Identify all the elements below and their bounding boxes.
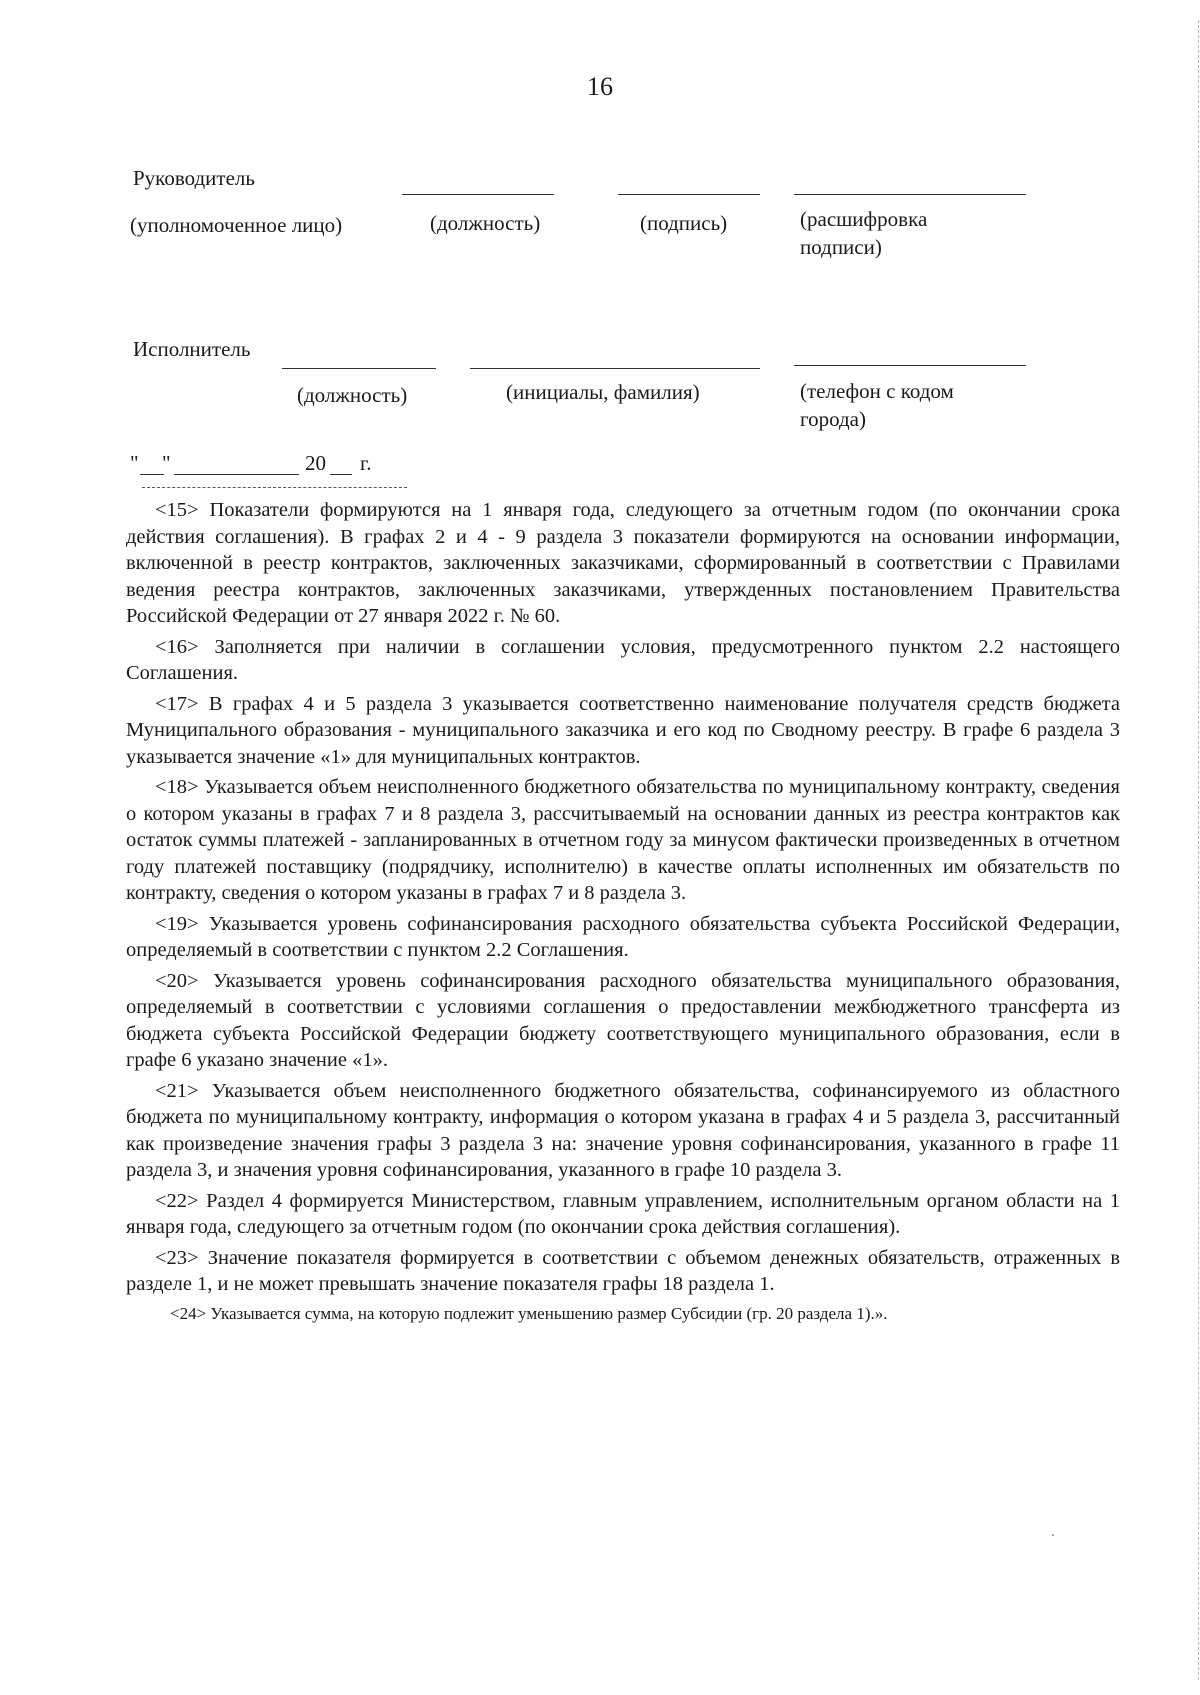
footnote-18: <18> Указывается объем неисполненного бюджетного обязательства по муниципальному контракту, сведения о котором указаны в графах 7 и 8 раздела 3, рассчитываемый на основании данных из реестра контрактов как остаток суммы платежей - запланированных в отчетном году за минусом фактически произведенных в отчетном году платежей поставщику (подрядчику, исполнителю) в качестве оплаты исполненных им обязательств по контракту, сведения о котором указаны в графах 7 и 8 раздела 3. (126, 776, 1120, 904)
head-signature-line (618, 194, 760, 195)
footnote-21: <21> Указывается объем неисполненного бюджетного обязательства, софинансируемого из областного бюджета по муниципальному контракту, информация о котором указана в графах 4 и 5 раздела 3, рассчитанный как произведение значения графы 3 раздела 3 на: значение уровня софинансирования, указанного в графе 11 раздела 3, и значения уровня софинансирования, указанного в графе 10 раздела 3. (126, 1079, 1120, 1181)
footnote-22: <22> Раздел 4 формируется Министерством, главным управлением, исполнительным органом области на 1 января года, следующего за отчетным годом (по окончании срока действия соглашения). (126, 1189, 1120, 1238)
date-day-line (140, 474, 164, 475)
footnotes (126, 497, 1120, 1330)
head-position-caption: (должность) (430, 211, 541, 235)
footnote-20: <20> Указывается уровень софинансирования расходного обязательства муниципального образования, определяемый в соответствии с условиями соглашения о предоставлении межбюджетного трансферта из бюджета субъекта Российской Федерации бюджету соответствующего муниципального образования, если в графе 6 указано значение «1». (126, 969, 1120, 1071)
executor-name-caption: (инициалы, фамилия) (506, 380, 700, 404)
executor-phone-caption: (телефон с кодом города) (800, 379, 954, 431)
head-position-line (402, 194, 554, 195)
date-year-line (330, 474, 352, 475)
executor-name-line (470, 368, 760, 369)
footnote-24: <24> Указывается сумма, на которую подлежит уменьшению размер Субсидии (гр. 20 раздела 1).». (170, 1303, 888, 1323)
date-quote-close: " (162, 451, 171, 475)
executor-position-caption: (должность) (297, 383, 408, 407)
executor-phone-line (794, 365, 1026, 366)
head-signature-caption: (подпись) (640, 211, 728, 235)
footnote-16: <16> Заполняется при наличии в соглашении условия, предусмотренного пунктом 2.2 настоящего Соглашения. (126, 635, 1120, 684)
footnote-17: <17> В графах 4 и 5 раздела 3 указывается соответственно наименование получателя средств бюджета Муниципального образования - муниципального заказчика и его код по Сводному реестру. В графе 6 раздела 3 указывается значение «1» для муниципальных контрактов. (126, 692, 1120, 768)
date-year-prefix: 20 (305, 451, 326, 475)
date-year-suffix: г. (360, 451, 372, 475)
footnote-23: <23> Значение показателя формируется в соответствии с объемом денежных обязательств, отраженных в разделе 1, и не может превышать значение показателя графы 18 раздела 1. (126, 1246, 1120, 1295)
date-month-line (174, 474, 299, 475)
date-quote-open: " (130, 451, 139, 475)
page-number: 16 (587, 72, 613, 101)
scan-margin-edge (1198, 20, 1199, 1680)
footnote-15: <15> Показатели формируются на 1 января года, следующего за отчетным годом (по окончании срока действия соглашения). В графах 2 и 4 - 9 раздела 3 показатели формируются на основании информации, включенной в реестр контрактов, заключенных заказчиками, сформированный в соответствии с Правилами ведения реестра контрактов, заключенных заказчиками, утвержденных постановлением Правительства Российской Федерации от 27 января 2022 г. № 60. (126, 499, 1120, 627)
scan-speck (1052, 1534, 1054, 1536)
executor-title: Исполнитель (133, 337, 251, 361)
head-decoding-caption: (расшифровка подписи) (800, 207, 928, 259)
head-decoding-line (794, 194, 1026, 195)
executor-position-line (282, 368, 436, 369)
footnote-separator (142, 487, 407, 488)
head-subtitle: (уполномоченное лицо) (130, 213, 343, 237)
footnote-19: <19> Указывается уровень софинансирования расходного обязательства субъекта Российской Федерации, определяемый в соответствии с пунктом 2.2 Соглашения. (126, 912, 1120, 961)
head-title: Руководитель (133, 166, 255, 190)
